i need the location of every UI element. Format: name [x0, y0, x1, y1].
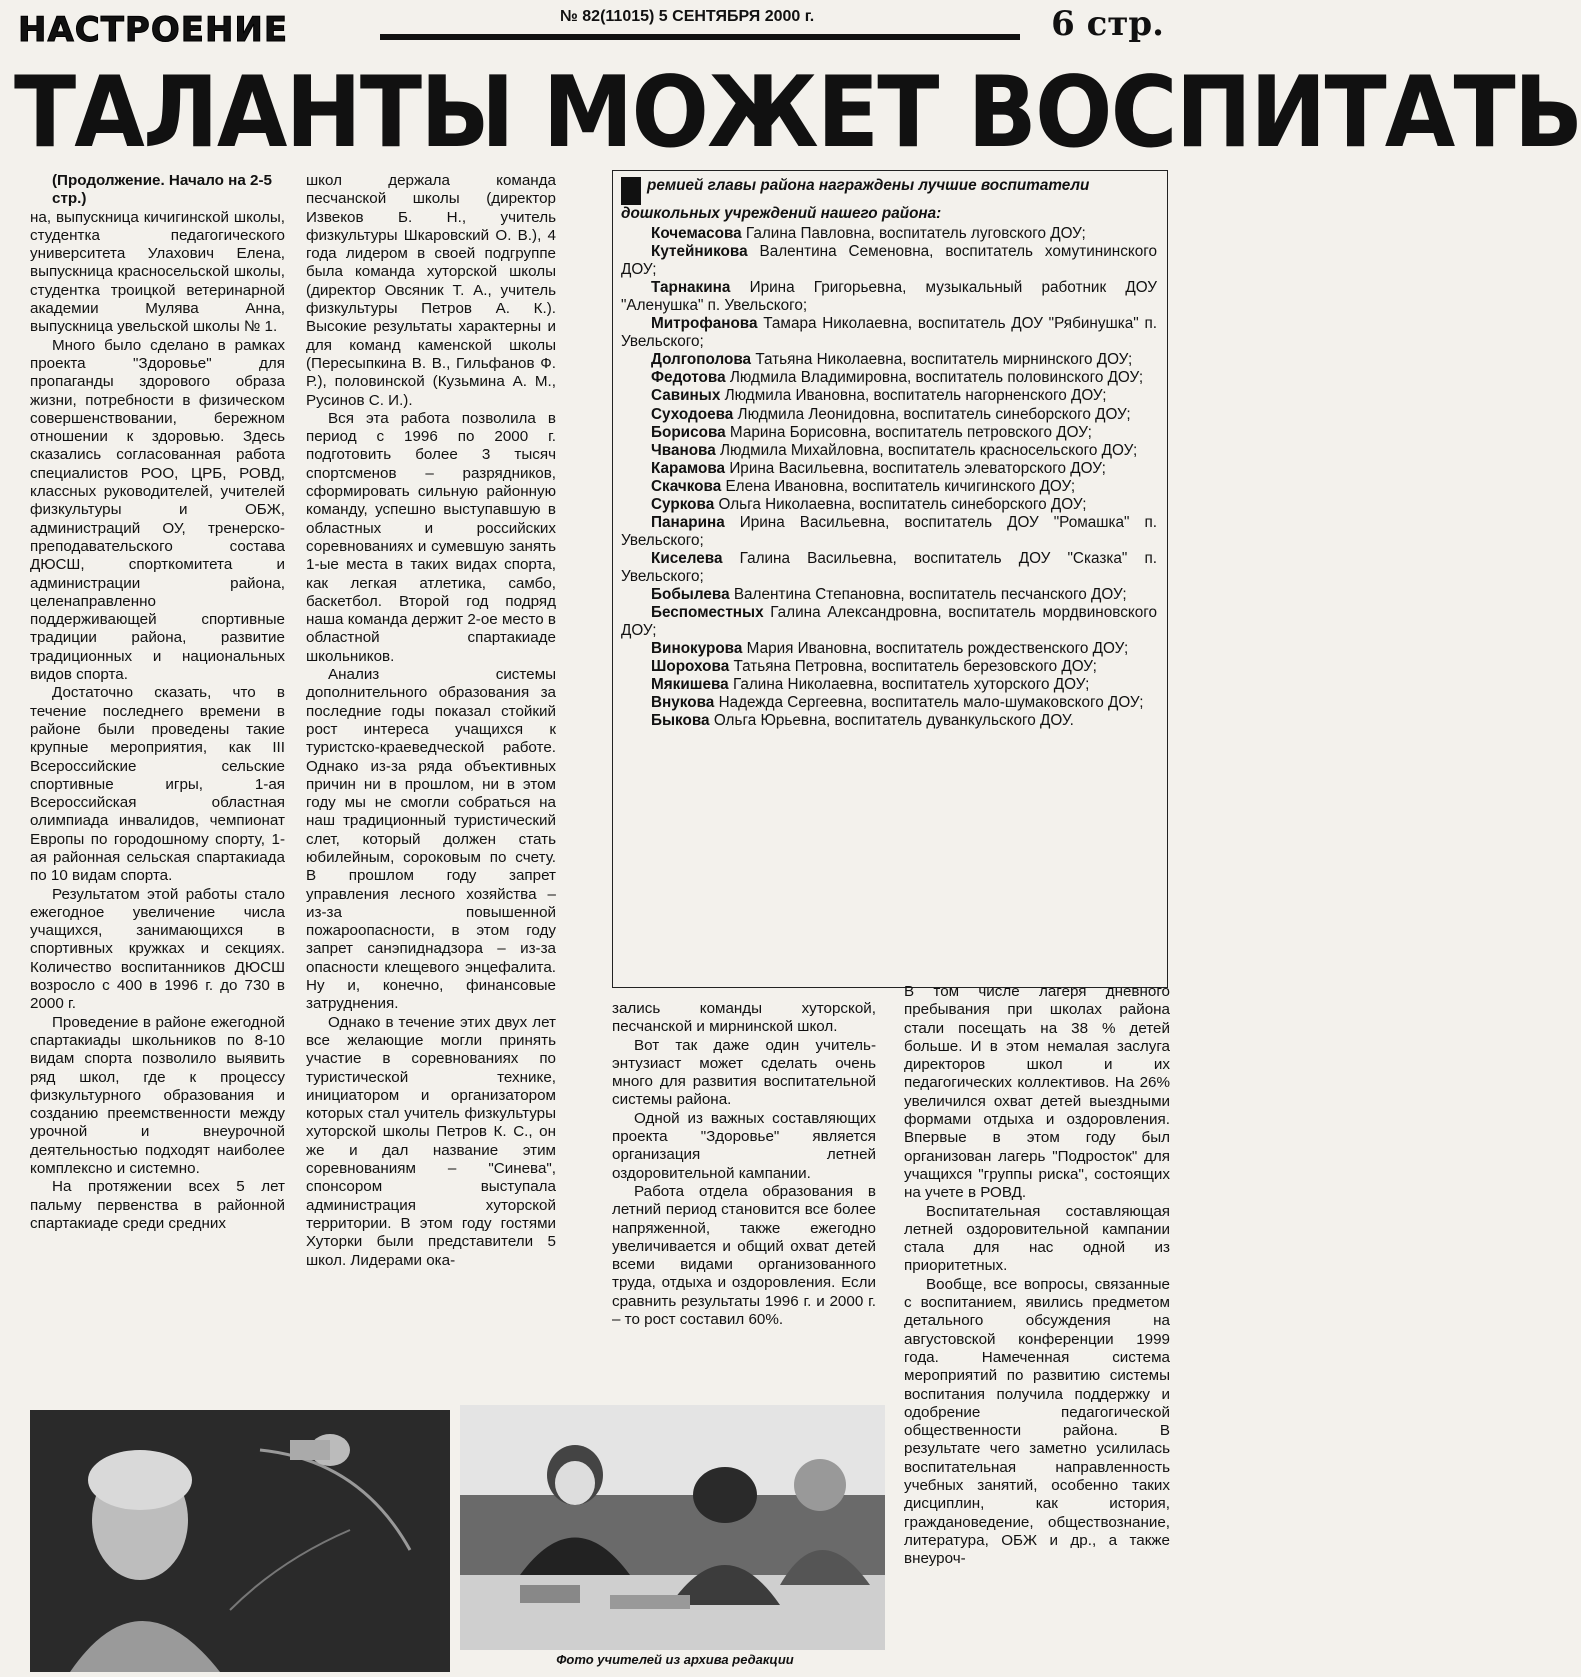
award-details: Валентина Степановна, воспитатель песчанского ДОУ; — [733, 585, 1127, 603]
section-rubric: НАСТРОЕНИЕ — [18, 10, 289, 50]
award-details: Галина Николаевна, воспитатель хуторского ДОУ; — [732, 676, 1090, 694]
awards-lead — [621, 177, 1157, 223]
award-entry — [621, 478, 1157, 496]
paragraph: В том числе лагеря дневного пребывания при школах района стали посещать на 38 % детей больше. И в этом немалая заслуга директоров школ и их педагогических коллективов. На 26% увеличился охват детей выездными формами отдыха и оздоровления. Впервые в этом году был организован лагерь "Подросток" для учащихся "группы риска", состоящих на учете в РОВД. — [904, 983, 1170, 1202]
paragraph: Вот так даже один учитель-энтузиаст может сделать очень много для развития воспитательной системы района. — [612, 1036, 876, 1109]
award-name: Долгополова — [651, 351, 752, 369]
award-name: Митрофанова — [651, 315, 758, 333]
award-entry — [621, 351, 1157, 369]
award-entry — [621, 442, 1157, 460]
paragraph: Проведение в районе ежегодной спартакиады школьников по 8-10 видам спорта позволило выявить ряд школ, где к процессу физкультурного образования и созданию преемственности между урочной и внеурочной деятельностью подходят наиболее комплексно и системно. — [30, 1013, 285, 1178]
award-details: Людмила Леонидовна, воспитатель синеборского ДОУ; — [737, 405, 1131, 423]
page-number: 6 стр. — [1051, 4, 1164, 44]
award-details: Тамара Николаевна, воспитатель ДОУ "Рябинушка" п. Увельского; — [621, 315, 1157, 351]
paragraph: Результатом этой работы стало ежегодное увеличение числа учащихся, занимающихся в спортивных кружках и секциях. Количество воспитанников ДЮСШ возросло с 400 в 1996 г. до 730 в 2000 г. — [30, 885, 285, 1013]
paragraph: Воспитательная составляющая летней оздоровительной кампании стала для нас одной из приоритетных. — [904, 1202, 1170, 1275]
paragraph: зались команды хуторской, песчанской и мирнинской школ. — [612, 1000, 876, 1036]
award-entry — [621, 424, 1157, 442]
award-name: Шорохова — [651, 658, 730, 676]
award-details: Мария Ивановна, воспитатель рождественского ДОУ; — [746, 640, 1129, 658]
paragraph: Работа отдела образования в летний период становится все более напряженной, также ежегодно увеличивается и общий охват детей всеми видами организованного труда, отдыха и оздоровления. Если сравнить результаты 1996 г. и 2000 г. – то рост составил 60%. — [612, 1182, 876, 1329]
header-rule — [380, 34, 1020, 40]
paragraph: Вообще, все вопросы, связанные с воспитанием, явились предметом детального обсуждения на августовской конференции 1999 года. Намеченная система мероприятий по развитию системы воспитания получила поддержку и одобрение педагогической общественности района. В результате чего заметно усилилась воспитательная направленность учебных занятий, особенно таких дисциплин, как история, граждановедение, обществознание, литература, ОБЖ и др., а также внеуроч- — [904, 1275, 1170, 1568]
award-entry — [621, 460, 1157, 478]
award-entry — [621, 550, 1157, 586]
award-entry — [621, 369, 1157, 387]
paragraph: На протяжении всех 5 лет пальму первенства в районной спартакиаде среди средних — [30, 1178, 285, 1232]
headline: ТАЛАНТЫ МОЖЕТ ВОСПИТАТЬ — [14, 56, 1581, 170]
award-entry — [621, 712, 1157, 730]
award-name: Тарнакина — [651, 279, 731, 297]
award-details: Ирина Васильевна, воспитатель ДОУ "Ромашка" п. Увельского; — [621, 513, 1158, 549]
award-details: Ольга Юрьевна, воспитатель дуванкульского ДОУ. — [713, 712, 1074, 730]
column-4 — [904, 983, 1170, 1569]
paragraph: Однако в течение этих двух лет все желающие могли принять участие в соревнованиях по туристической технике, инициатором и организатором которых стал учитель физкультуры хуторской школы Петров К. С., он же и дал название этим соревнованиям – "Синева", спонсором выступала администрация хуторской территории. В этом году гостями Хуторки были представители 5 школ. Лидерами ока- — [306, 1013, 556, 1269]
awards-box — [612, 170, 1168, 988]
award-details: Людмила Владимировна, воспитатель половинского ДОУ; — [729, 369, 1144, 387]
awards-list — [621, 225, 1157, 730]
award-entry — [621, 514, 1157, 550]
award-entry — [621, 640, 1157, 658]
award-name: Скачкова — [651, 477, 722, 495]
award-name: Беспоместных — [651, 604, 764, 622]
awards-lead-text: ремией главы района награждены лучшие воспитатели дошкольных учреждений нашего района: — [621, 177, 1090, 222]
photo-teacher-at-board — [30, 1410, 450, 1672]
award-entry — [621, 315, 1157, 351]
column-2 — [306, 172, 556, 1270]
award-details: Надежда Сергеевна, воспитатель мало-шумаковского ДОУ; — [718, 694, 1144, 712]
award-name: Бобылева — [651, 585, 730, 603]
award-name: Кочемасова — [651, 225, 742, 243]
issue-info: № 82(11015) 5 СЕНТЯБРЯ 2000 г. — [560, 8, 815, 25]
award-name: Кутейникова — [651, 243, 748, 261]
award-details: Галина Васильевна, воспитатель ДОУ "Сказка" п. Увельского; — [621, 549, 1157, 585]
award-entry — [621, 496, 1157, 514]
paragraph: Вся эта работа позволила в период с 1996 по 2000 г. подготовить более 3 тысяч спортсменов – разрядников, сформировать сильную районную команду, успешно выступавшую в областных и российских соревнованиях и сумевшую занять 1-ые места в таких видах спорта, как легкая атлетика, самбо, баскетбол. Второй год подряд наша команда держит 2-ое место в областной спартакиаде школьников. — [306, 409, 556, 665]
award-name: Мякишева — [651, 676, 729, 694]
award-name: Савиных — [651, 387, 721, 405]
column-1 — [30, 172, 285, 1233]
award-name: Борисова — [651, 423, 726, 441]
column-3 — [612, 1000, 876, 1329]
award-entry — [621, 406, 1157, 424]
drop-cap — [621, 177, 641, 205]
award-details: Валентина Семеновна, воспитатель хомутининского ДОУ; — [621, 243, 1157, 279]
award-details: Людмила Михайловна, воспитатель красносельского ДОУ; — [720, 441, 1138, 459]
award-details: Ольга Николаевна, воспитатель синеборского ДОУ; — [718, 495, 1087, 513]
award-name: Панарина — [651, 513, 725, 531]
award-name: Киселева — [651, 549, 723, 567]
award-name: Карамова — [651, 459, 726, 477]
award-details: Ирина Григорьевна, музыкальный работник ДОУ "Аленушка" п. Увельского; — [621, 279, 1158, 315]
paragraph: на, выпускница кичигинской школы, студентка педагогического университета Улахович Елена, выпускница красносельской школы, студентка троицкой ветеринарной академии Мулява Анна, выпускница увельской школы № 1. — [30, 208, 285, 336]
award-entry — [621, 658, 1157, 676]
award-entry — [621, 604, 1157, 640]
award-entry — [621, 243, 1157, 279]
award-details: Людмила Ивановна, воспитатель нагорненского ДОУ; — [724, 387, 1107, 405]
award-details: Галина Павловна, воспитатель луговского ДОУ; — [745, 225, 1086, 243]
award-entry — [621, 225, 1157, 243]
award-name: Суркова — [651, 495, 715, 513]
award-details: Татьяна Петровна, воспитатель березовского ДОУ; — [733, 658, 1097, 676]
paragraph: Достаточно сказать, что в течение последнего времени в районе были проведены такие крупные мероприятия, как III Всероссийские сельские спортивные игры, 1-ая Всероссийская областная олимпиада инвалидов, чемпионат Европы по городошному спорту, 1-ая районная сельская спартакиада по 10 видам спорта. — [30, 684, 285, 885]
award-entry — [621, 694, 1157, 712]
award-entry — [621, 387, 1157, 405]
award-details: Татьяна Николаевна, воспитатель мирнинского ДОУ; — [755, 351, 1133, 369]
paragraph: Анализ системы дополнительного образования за последние годы показал стойкий рост интереса учащихся к туристско-краеведческой работе. Однако из-за ряда объективных причин ни в прошлом, ни в этом году мы не смогли собраться на наш традиционный туристический слет, который должен стать юбилейным, сороковым по счету. В прошлом году запрет управления лесного хозяйства – из-за повышенной пожароопасности, в этом году запрет санэпиднадзора – из-за опасности клещевого энцефалита. Ну и, конечно, финансовые затруднения. — [306, 666, 556, 1013]
photo-children-at-table — [460, 1405, 885, 1650]
award-name: Винокурова — [651, 640, 743, 658]
award-details: Елена Ивановна, воспитатель кичигинского ДОУ; — [725, 477, 1076, 495]
award-details: Ирина Васильевна, воспитатель элеваторского ДОУ; — [729, 459, 1106, 477]
award-name: Чванова — [651, 441, 716, 459]
award-details: Марина Борисовна, воспитатель петровского ДОУ; — [729, 423, 1092, 441]
award-entry — [621, 676, 1157, 694]
photo-caption: Фото учителей из архива редакции — [556, 1652, 794, 1667]
award-name: Суходоева — [651, 405, 734, 423]
award-entry — [621, 586, 1157, 604]
paragraph: Одной из важных составляющих проекта "Здоровье" является организация летней оздоровительной кампании. — [612, 1109, 876, 1182]
award-name: Внукова — [651, 694, 715, 712]
award-name: Быкова — [651, 712, 710, 730]
continuation-note: (Продолжение. Начало на 2-5 стр.) — [52, 172, 272, 208]
award-name: Федотова — [651, 369, 726, 387]
award-details: Галина Александровна, воспитатель мордвиновского ДОУ; — [621, 604, 1157, 640]
award-entry — [621, 279, 1157, 315]
paragraph: школ держала команда песчанской школы (директор Извеков Б. Н., учитель физкультуры Шкаровский О. В.), 4 года лидером в своей подгруппе была команда хуторской школы (директор Овсяник Т. А., учитель физкультуры Петров А. К.). Высокие результаты характерны и для команд каменской школы (Пересыпкина В. В., Гильфанов Ф. Р.), половинской (Кузьмина А. М., Русинов С. И.). — [306, 172, 556, 409]
paragraph: Много было сделано в рамках проекта "Здоровье" для пропаганды здорового образа жизни, потребности в физическом совершенствовании, бережном отношении к здоровью. Здесь сказались согласованная работа специалистов РОО, ЦРБ, РОВД, классных руководителей, учителей физкультуры и ОБЖ, администраций ОУ, тренерско-преподавательского состава ДЮСШ, спорткомитета и администрации района, целенаправленно поддерживающей спортивные традиции района, развитие традиционных и национальных видов спорта. — [30, 336, 285, 684]
